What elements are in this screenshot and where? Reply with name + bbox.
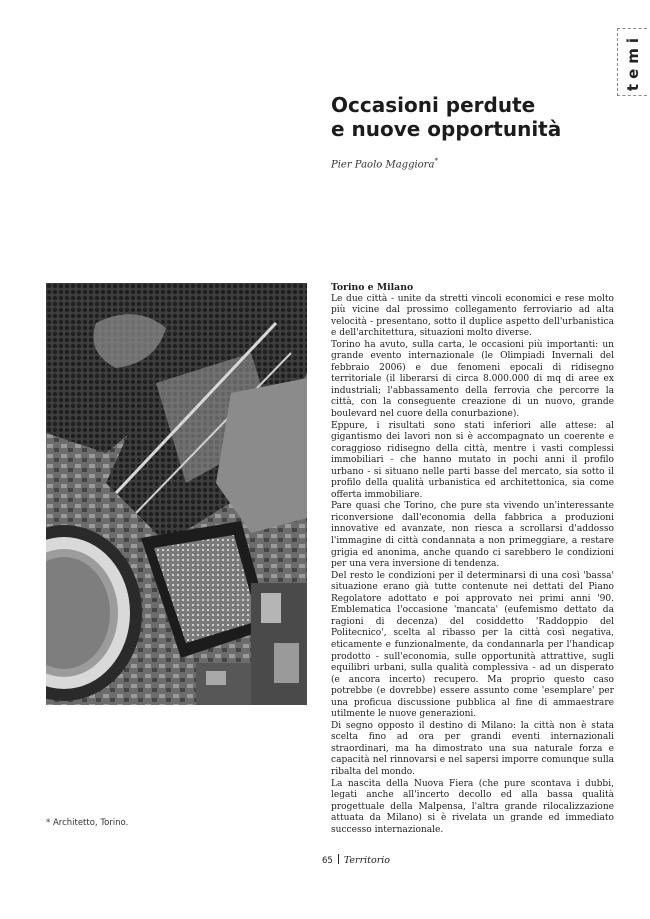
footer-divider <box>338 854 339 864</box>
paragraph-5: Del resto le condizioni per il determinarsi di una così 'bassa' situazione erano già tutte contenute nei dettati del Piano Regolatore adottato e poi approvato nei primi anni '90. Emblematica l'occasione 'mancata' (eufemismo dettato da ragioni di decenza) del cosiddetto 'Raddoppio del Politecnico', scelta al ribasso per la città così negativa, eticamente e funzionalmente, da condannarla per l'handicap prodotto - sull'economia, sulle opportunità attrattive, sugli equilibri urbani, sulla qualità complessiva - ad un disperato (e ancora incerto) recupero. Ma proprio questo caso potrebbe (e dovrebbe) essere assunto come 'esemplare' per una proficua discussione pubblica al fine di ammaestrare utilmente le nuove generazioni. <box>331 570 614 720</box>
author-name: Pier Paolo Maggiora <box>331 159 435 171</box>
paragraph-3: Eppure, i risultati sono stati inferiori alle attese: al gigantismo dei lavori non si è accompagnato un coerente e coraggioso ridisegno della città, mentre i vasti complessi immobiliari - che hanno mutato in pochi anni il profilo urbano - si situano nelle parti basse del mercato, sia sotto il profilo della qualità urbanistica ed architettonica, sia come offerta immobiliare. <box>331 420 614 500</box>
article-title <box>331 93 621 141</box>
section-heading: Torino e Milano <box>331 282 414 293</box>
paragraph-1: Le due città - unite da stretti vincoli economici e rese molto più vicine dal prossimo collegamento ferroviario ad alta velocità - presentano, sotto il duplice aspetto dell'urbanistica e dell'architettura, situazioni molto diverse. <box>331 293 614 339</box>
author-line <box>331 157 438 170</box>
section-tab-label: temi <box>623 32 642 92</box>
paragraph-6: Di segno opposto il destino di Milano: la città non è stata scelta fino ad ora per grandi eventi internazionali straordinari, ma ha dimostrato una sua naturale forza e capacità nel rinnovarsi e nel sapersi imporre comunque sulla ribalta del mondo. <box>331 720 614 777</box>
paragraph-4: Pare quasi che Torino, che pure sta vivendo un'interessante riconversione dall'economia della fabbrica a produzioni innovative ed avanzate, non riesca a scrollarsi d'addosso l'immagine di città condannata a non primeggiare, a restare grigia ed anonima, anche quando ci sarebbero le condizioni per una vera inversione di tendenza. <box>331 501 614 570</box>
title-line-2: e nuove opportunità <box>331 117 562 141</box>
aerial-photo-image <box>46 283 307 705</box>
title-line-1: Occasioni perdute <box>331 93 536 117</box>
page-number: 65 <box>322 856 333 866</box>
article-body <box>331 282 614 836</box>
aerial-photo <box>46 283 307 705</box>
page-footer <box>322 854 390 866</box>
footnote: * Architetto, Torino. <box>46 818 129 828</box>
paragraph-7: La nascita della Nuova Fiera (che pure scontava i dubbi, legati anche all'incerto decollo ed alla bassa qualità progettuale della Malpensa, l'altra grande rilocalizzazione attuata da Milano) si è rivelata un grande ed immediato successo internazionale. <box>331 778 614 835</box>
paragraph-2: Torino ha avuto, sulla carta, le occasioni più importanti: un grande evento internazionale (le Olimpiadi Invernali del febbraio 2006) e due fenomeni epocali di ridisegno territoriale (il liberarsi di circa 8.000.000 di mq di aree ex industriali; l'abbassamento della ferrovia che percorre la città, con la conseguente creazione di un nuovo, grande boulevard nel cuore della conurbazione). <box>331 339 614 420</box>
magazine-name: Territorio <box>343 855 391 866</box>
section-tab <box>617 28 647 96</box>
author-footnote-mark: * <box>434 157 438 165</box>
